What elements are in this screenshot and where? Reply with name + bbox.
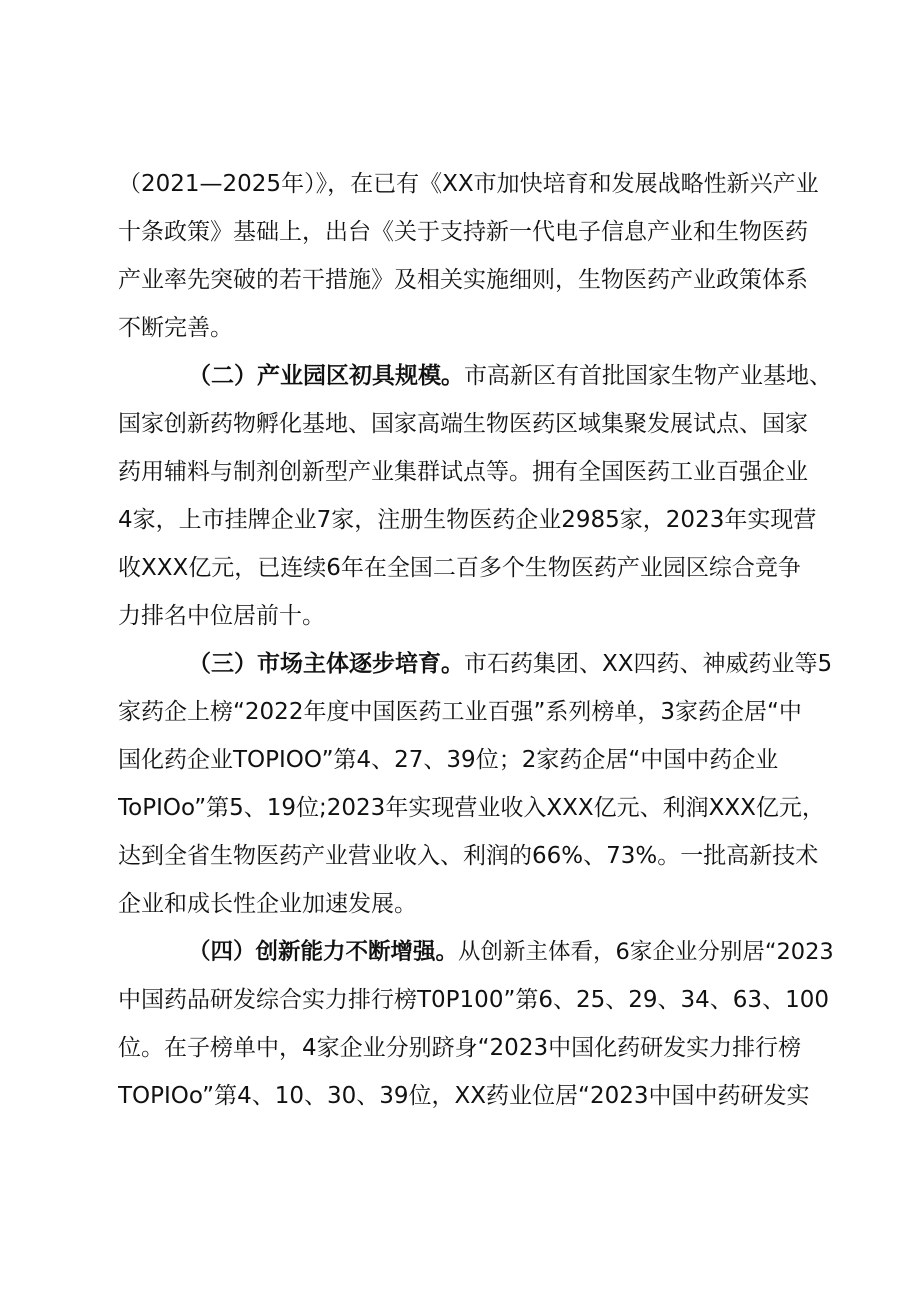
- paragraph-three-text: 市石药集团、XX四药、神威药业等5: [464, 651, 833, 677]
- paragraph-four-first-line: [188, 930, 838, 974]
- text-line: 中国药品研发综合实力排行榜T0P100”第6、25、29、34、63、100: [118, 987, 829, 1013]
- text-line: 力排名中位居前十。: [118, 603, 325, 629]
- text-line: 4家，上市挂牌企业7家，注册生物医药企业2985家，2023年实现营: [118, 507, 817, 533]
- text-line: TOPIOo”第4、10、30、39位，XX药业位居“2023中国中药研发实: [118, 1083, 810, 1109]
- text-line: 国家创新药物孵化基地、国家高端生物医药区域集聚发展试点、国家: [118, 411, 808, 437]
- section-heading-two: （二）产业园区初具规模。: [188, 363, 464, 389]
- text-line: 十条政策》基础上，出台《关于支持新一代电子信息产业和生物医药: [118, 219, 808, 245]
- text-line: （2021—2025年）》，在已有《XX市加快培育和发展战略性新兴产业: [118, 171, 819, 197]
- paragraph-two-text: 市高新区有首批国家生物产业基地、: [464, 363, 832, 389]
- paragraph-four-text: 从创新主体看，6家企业分别居“2023: [458, 939, 834, 965]
- text-line: 药用辅料与制剂创新型产业集群试点等。拥有全国医药工业百强企业: [118, 459, 808, 485]
- text-line: 家药企上榜“2022年度中国医药工业百强”系列榜单，3家药企居“中: [118, 699, 802, 725]
- text-line: 企业和成长性企业加速发展。: [118, 891, 417, 917]
- text-line: 位。在子榜单中，4家企业分别跻身“2023中国化药研发实力排行榜: [118, 1035, 802, 1061]
- text-line: 产业率先突破的若干措施》及相关实施细则，生物医药产业政策体系: [118, 267, 808, 293]
- section-heading-four: （四）创新能力不断增强。: [188, 939, 459, 965]
- text-line: 不断完善。: [118, 315, 233, 341]
- text-line: 国化药企业TOPIOO”第4、27、39位；2家药企居“中国中药企业: [118, 747, 779, 773]
- paragraph-two-first-line: [188, 354, 838, 398]
- paragraph-three-first-line: [188, 642, 838, 686]
- text-line: 达到全省生物医药产业营业收入、利润的66%、73%。一批高新技术: [118, 843, 819, 869]
- text-line: ToPIOo”第5、19位;2023年实现营业收入XXX亿元、利润XXX亿元，: [118, 795, 825, 821]
- section-heading-three: （三）市场主体逐步培育。: [188, 651, 464, 677]
- text-line: 收XXX亿元，已连续6年在全国二百多个生物医药产业园区综合竞争: [118, 555, 801, 581]
